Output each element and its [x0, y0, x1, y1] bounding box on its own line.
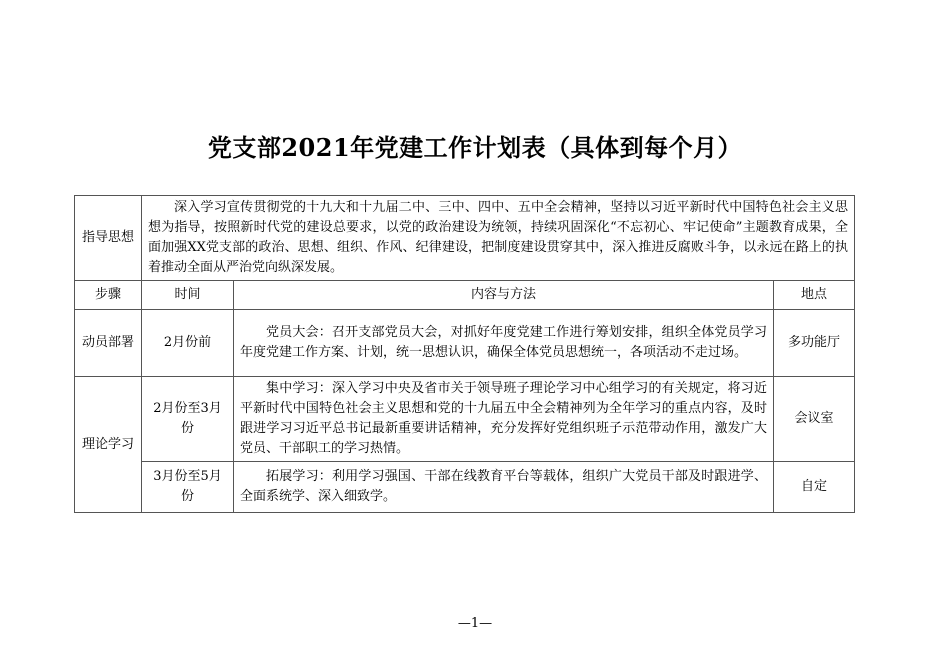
step-cell: 动员部署 — [75, 310, 142, 377]
header-content: 内容与方法 — [234, 281, 774, 310]
header-place: 地点 — [774, 281, 855, 310]
table-row — [75, 377, 855, 462]
guiding-label: 指导思想 — [75, 196, 142, 281]
place-cell: 自定 — [774, 462, 855, 513]
page-title: 党支部2021年党建工作计划表（具体到每个月） — [207, 133, 743, 162]
time-cell: 3月份至5月份 — [142, 462, 234, 513]
guiding-text: 深入学习宣传贯彻党的十九大和十九届二中、三中、四中、五中全会精神，坚持以习近平新时代中国特色社会主义思想为指导，按照新时代党的建设总要求，以党的政治建设为统领，持续巩固深化“不忘初心、牢记使命”主题教育成果，全面加强XX党支部的政治、思想、组织、作风、纪律建设，把制度建设贯穿其中，深入推进反腐败斗争，以永远在路上的执着推动全面从严治党向纵深发展。 — [142, 196, 855, 281]
content-cell: 党员大会：召开支部党员大会，对抓好年度党建工作进行筹划安排，组织全体党员学习年度党建工作方案、计划，统一思想认识，确保全体党员思想统一，各项活动不走过场。 — [234, 310, 774, 377]
plan-table — [74, 195, 855, 513]
table-row — [75, 310, 855, 377]
time-cell: 2月份至3月份 — [142, 377, 234, 462]
header-time: 时间 — [142, 281, 234, 310]
place-cell: 会议室 — [774, 377, 855, 462]
table-row — [75, 462, 855, 513]
content-cell: 集中学习：深入学习中央及省市关于领导班子理论学习中心组学习的有关规定，将习近平新时代中国特色社会主义思想和党的十九届五中全会精神列为全年学习的重点内容，及时跟进学习习近平总书记最新重要讲话精神，充分发挥好党组织班子示范带动作用，激发广大党员、干部职工的学习热情。 — [234, 377, 774, 462]
place-cell: 多功能厅 — [774, 310, 855, 377]
content-cell: 拓展学习：利用学习强国、干部在线教育平台等载体，组织广大党员干部及时跟进学、全面系统学、深入细致学。 — [234, 462, 774, 513]
page-number: —1— — [457, 616, 493, 631]
guiding-row — [75, 196, 855, 281]
header-step: 步骤 — [75, 281, 142, 310]
time-cell: 2月份前 — [142, 310, 234, 377]
table-header-row — [75, 281, 855, 310]
step-cell: 理论学习 — [75, 377, 142, 513]
